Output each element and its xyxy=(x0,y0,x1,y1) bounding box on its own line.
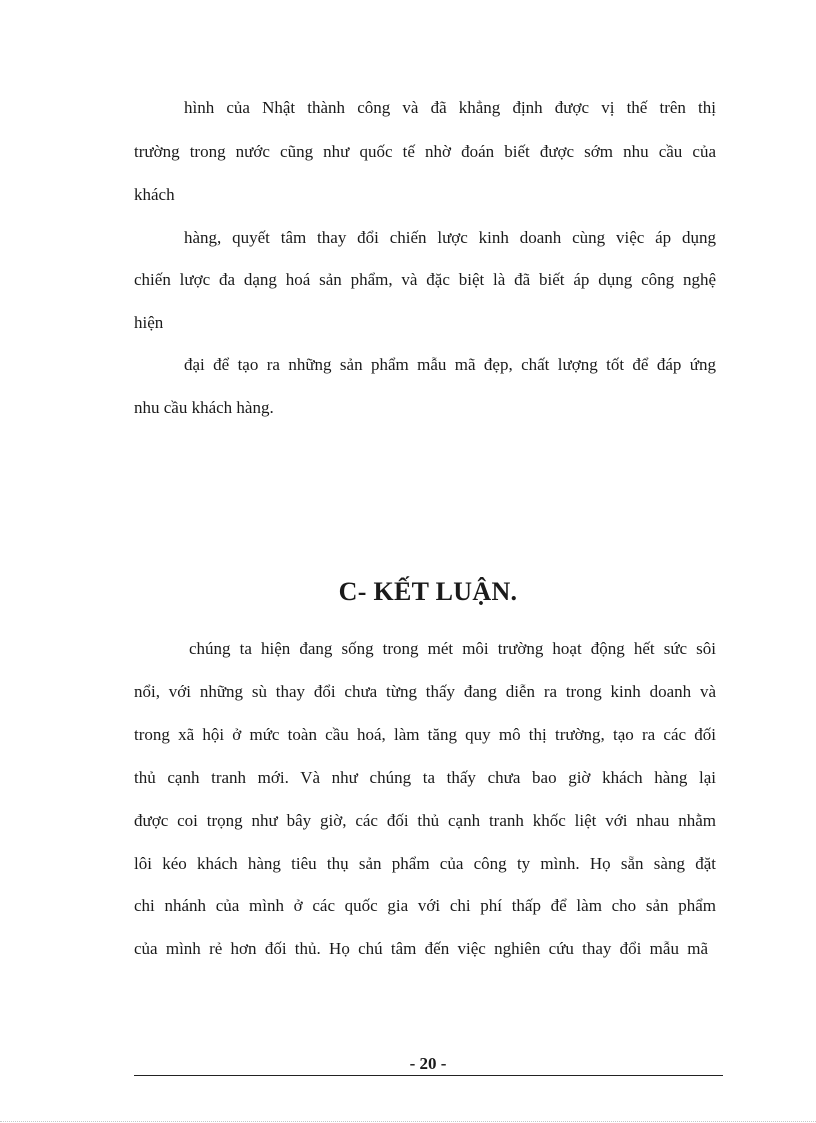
conclusion-line-8: của mình rẻ hơn đối thủ. Họ chú tâm đến việc nghiên cứu thay đổi mẫu mã xyxy=(134,939,708,958)
page-number: - 20 - xyxy=(409,1054,447,1073)
conclusion-line-2: nổi, với những sù thay đổi chưa từng thấy đang diễn ra trong kinh doanh và xyxy=(134,682,716,701)
section-heading: C- KẾT LUẬN. xyxy=(338,577,518,606)
intro-line-5: chiến lược đa dạng hoá sản phẩm, và đặc biệt là đã biết áp dụng công nghệ xyxy=(134,270,716,289)
intro-line-8: nhu cầu khách hàng. xyxy=(134,398,274,417)
page-edge-divider xyxy=(0,1121,816,1122)
conclusion-line-7: chi nhánh của mình ở các quốc gia với chi phí thấp để làm cho sản phẩm xyxy=(134,896,716,915)
conclusion-line-5: được coi trọng như bây giờ, các đối thủ cạnh tranh khốc liệt với nhau nhằm xyxy=(134,811,716,830)
intro-line-3: khách xyxy=(134,185,175,204)
conclusion-line-1: chúng ta hiện đang sống trong mét môi trường hoạt động hết sức sôi xyxy=(189,639,716,658)
intro-line-4: hàng, quyết tâm thay đổi chiến lược kinh doanh cùng việc áp dụng xyxy=(184,228,716,247)
intro-line-7: đại để tạo ra những sản phẩm mẫu mã đẹp, chất lượng tốt để đáp ứng xyxy=(184,355,716,374)
intro-line-2: trường trong nước cũng như quốc tế nhờ đoán biết được sớm nhu cầu của xyxy=(134,142,716,161)
intro-line-6: hiện xyxy=(134,313,164,332)
conclusion-line-6: lôi kéo khách hàng tiêu thụ sản phẩm của công ty mình. Họ sẵn sàng đặt xyxy=(134,854,716,873)
conclusion-line-4: thủ cạnh tranh mới. Và như chúng ta thấy chưa bao giờ khách hàng lại xyxy=(134,768,716,787)
footer-divider xyxy=(134,1075,723,1076)
conclusion-line-3: trong xã hội ở mức toàn cầu hoá, làm tăng quy mô thị trường, tạo ra các đối xyxy=(134,725,716,744)
intro-line-1: hình của Nhật thành công và đã khẳng định được vị thế trên thị xyxy=(184,98,716,117)
